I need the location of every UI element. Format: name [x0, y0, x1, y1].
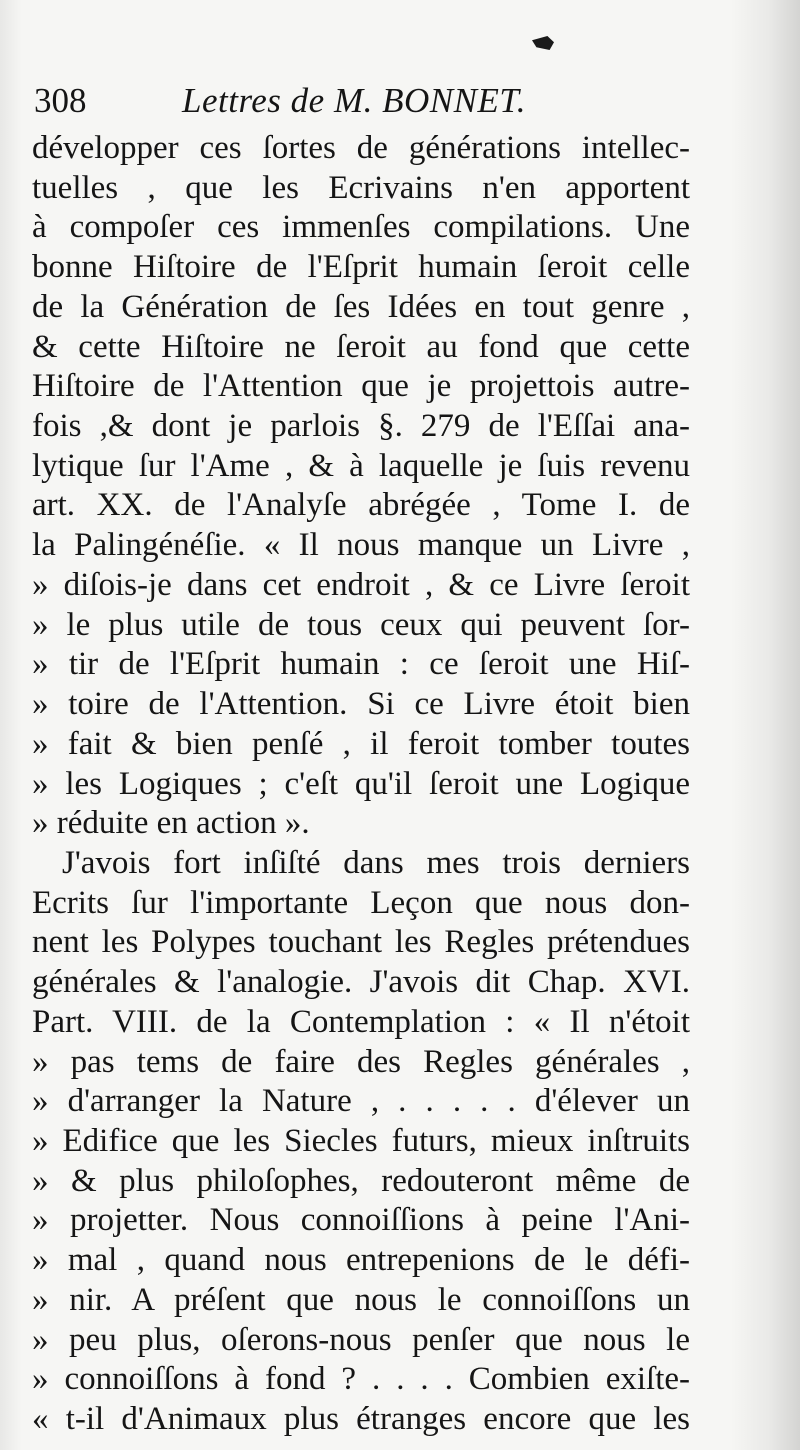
text-line: & cette Hiſtoire ne ſeroit au fond que cette — [32, 329, 690, 365]
text-line: « t-il d'Animaux plus étranges encore que les — [32, 1401, 690, 1437]
text-line: » tir de l'Eſprit humain : ce ſeroit une Hiſ- — [32, 646, 690, 682]
text-line: nent les Polypes touchant les Regles prétendues — [32, 924, 690, 960]
text-line: » Edifice que les Siecles futurs, mieux inſtruits — [32, 1123, 690, 1159]
text-line: » pas tems de faire des Regles générales , — [32, 1044, 690, 1080]
text-line: » le plus utile de tous ceux qui peuvent ſor- — [32, 607, 690, 643]
text-line: » mal , quand nous entrepenions de le défi- — [32, 1242, 690, 1278]
text-line: Ecrits ſur l'importante Leçon que nous don- — [32, 885, 690, 921]
text-line: » nir. A préſent que nous le connoiſſons un — [32, 1282, 690, 1318]
text-line: la Palingénéſie. « Il nous manque un Livre , — [32, 527, 690, 563]
text-line: fois ,& dont je parlois §. 279 de l'Eſſai ana- — [32, 408, 690, 444]
text-line: » diſois-je dans cet endroit , & ce Livre ſeroit — [32, 567, 690, 603]
text-line: » réduite en action ». — [32, 805, 310, 841]
text-line: » connoiſſons à fond ? . . . . Combien exiſte- — [32, 1361, 690, 1397]
text-line: Part. VIII. de la Contemplation : « Il n'étoit — [32, 1004, 690, 1040]
text-line: » d'arranger la Nature , . . . . . d'élever un — [32, 1083, 690, 1119]
text-line: art. XX. de l'Analyſe abrégée , Tome I. de — [32, 487, 690, 523]
text-line: » projetter. Nous connoiſſions à peine l'Ani- — [32, 1202, 690, 1238]
text-line: » toire de l'Attention. Si ce Livre étoit bien — [32, 686, 690, 722]
text-line: générales & l'analogie. J'avois dit Chap. XVI. — [32, 964, 690, 1000]
running-title: Lettres de M. BONNET. — [182, 81, 526, 120]
text-line: » les Logiques ; c'eſt qu'il ſeroit une Logique — [32, 766, 690, 802]
text-line: à compoſer ces immenſes compilations. Une — [32, 209, 690, 245]
text-line: » & plus philoſophes, redouteront même de — [32, 1163, 690, 1199]
text-line: » fait & bien penſé , il feroit tomber toutes — [32, 726, 690, 762]
text-line: J'avois fort inſiſté dans mes trois derniers — [62, 845, 690, 881]
text-line: » peu plus, oſerons-nous penſer que nous le — [32, 1322, 690, 1358]
text-line: lytique ſur l'Ame , & à laquelle je ſuis revenu — [32, 448, 690, 484]
text-line: bonne Hiſtoire de l'Eſprit humain ſeroit celle — [32, 249, 690, 285]
text-line: Hiſtoire de l'Attention que je projettois autre- — [32, 368, 690, 404]
text-line: de la Génération de ſes Idées en tout genre , — [32, 289, 690, 325]
text-line: tuelles , que les Ecrivains n'en apportent — [32, 170, 690, 206]
page-number: 308 — [34, 81, 87, 120]
text-line: développer ces ſortes de générations intellec- — [32, 130, 690, 166]
